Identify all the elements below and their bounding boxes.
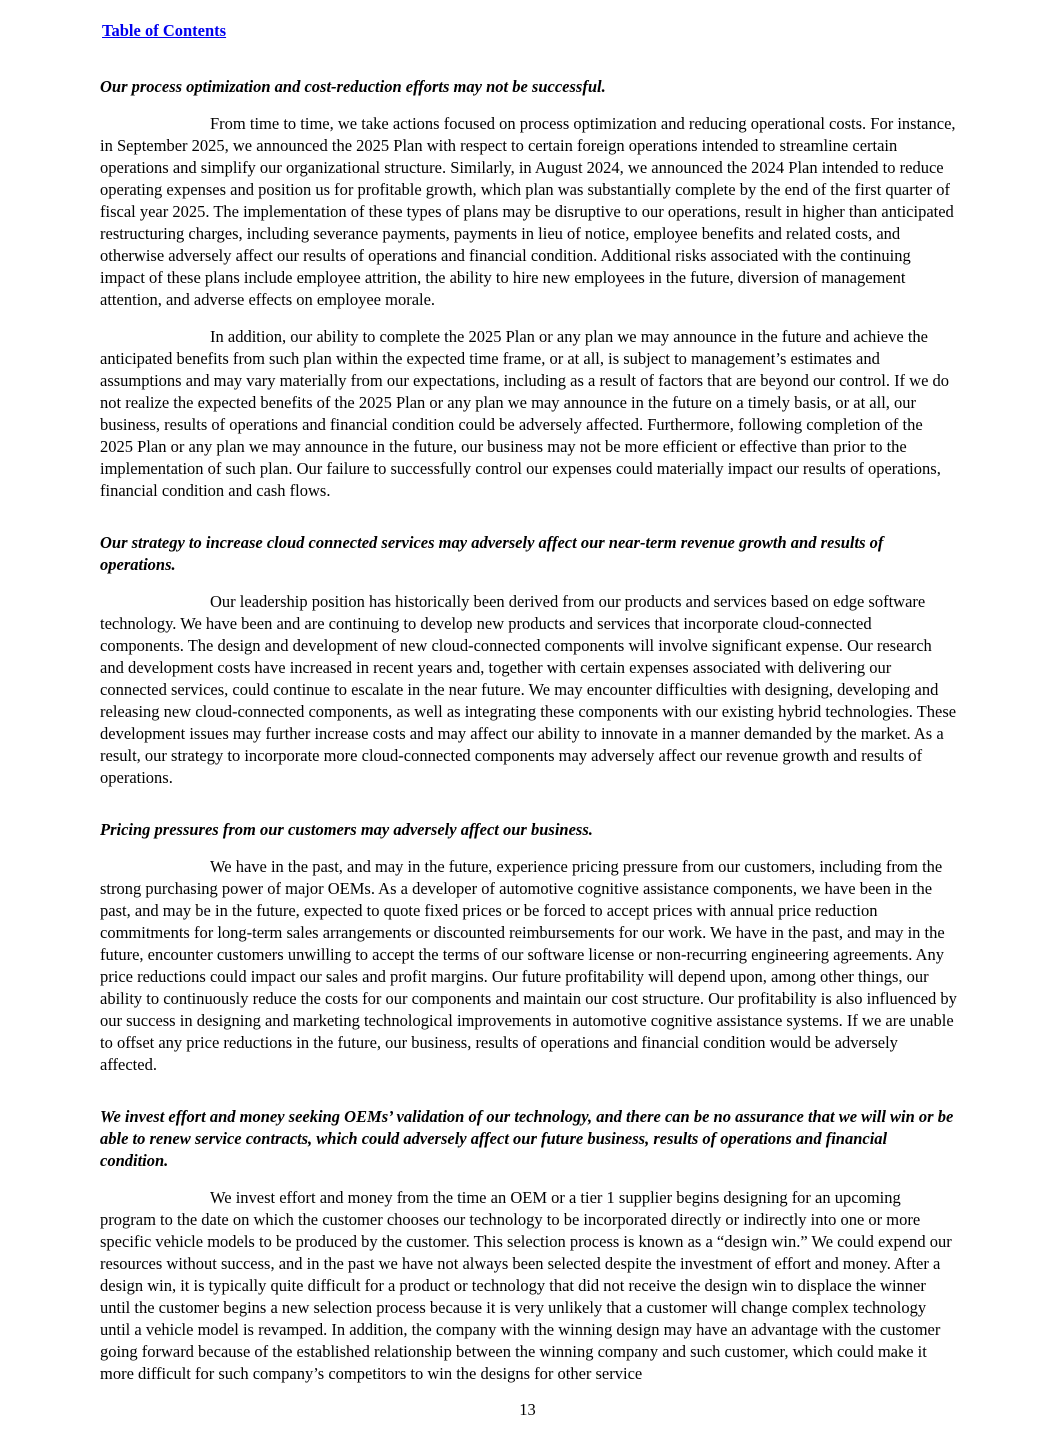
risk-paragraph: In addition, our ability to complete the 2025 Plan or any plan we may announce in the future and achieve the anticipated benefits from such plan within the expected time frame, or at all, is subject to management’s estimates and assumptions and may vary materially from our expectations, including as a result of factors that are beyond our control. If we do not realize the expected benefits of the 2025 Plan or any plan we may announce in the future on a timely basis, or at all, our business, results of operations and financial condition could be adversely affected. Furthermore, following completion of the 2025 Plan or any plan we may announce in the future, our business may not be more efficient or effective than prior to the implementation of such plan. Our failure to successfully control our expenses could materially impact our results of operations, financial condition and cash flows. (100, 327, 950, 500)
risk-paragraph: Our leadership position has historically been derived from our products and services based on edge software technology. We have been and are continuing to develop new products and services that incorporate cloud-connected components. The design and development of new cloud-connected components will involve significant expense. Our research and development costs have increased in recent years and, together with certain expenses associated with delivering our connected services, could continue to escalate in the near future. We may encounter difficulties with designing, developing and releasing new cloud-connected components, as well as integrating these components with our existing hybrid technologies. These development issues may further increase costs and may affect our ability to innovate in a manner demanded by the market. As a result, our strategy to incorporate more cloud-connected components may adversely affect our revenue growth and results of operations. (100, 592, 957, 787)
risk-paragraph: We invest effort and money from the time an OEM or a tier 1 supplier begins designing for an upcoming program to the date on which the customer chooses our technology to be incorporated directly or indirectly into one or more specific vehicle models to be produced by the customer. This selection process is known as a “design win.” We could expend our resources without success, and in the past we have not always been selected despite the investment of effort and money. After a design win, it is typically quite difficult for a product or technology that did not receive the design win to displace the winner until the customer begins a new selection process because it is very unlikely that a customer will change complex technology until a vehicle model is revamped. In addition, the company with the winning design may have an advantage with the customer going forward because of the established relationship between the winning company and such customer, which could make it more difficult for such company’s competitors to win the designs for other service (100, 1188, 952, 1383)
page-number: 13 (519, 1400, 536, 1419)
risk-paragraph: We have in the past, and may in the future, experience pricing pressure from our customers, including from the strong purchasing power of major OEMs. As a developer of automotive cognitive assistance components, we have been in the past, and may be in the future, expected to quote fixed prices or be forced to accept prices with annual price reduction commitments for long-term sales arrangements or discounted reimbursements for our work. We have in the past, and may in the future, encounter customers unwilling to accept the terms of our software license or non-recurring engineering agreements. Any price reductions could impact our sales and profit margins. Our future profitability will depend upon, among other things, our ability to continuously reduce the costs for our components and maintain our cost structure. Our profitability is also influenced by our success in designing and marketing technological improvements in automotive cognitive assistance systems. If we are unable to offset any price reductions in the future, our business, results of operations and financial condition would be adversely affected. (100, 857, 957, 1074)
table-of-contents-link[interactable]: Table of Contents (102, 21, 227, 40)
risk-paragraph: From time to time, we take actions focused on process optimization and reducing operational costs. For instance, in September 2025, we announced the 2025 Plan with respect to certain foreign operations intended to streamline certain operations and simplify our organizational structure. Similarly, in August 2024, we announced the 2024 Plan intended to reduce operating expenses and position us for profitable growth, which plan was substantially complete by the end of the first quarter of fiscal year 2025. The implementation of these types of plans may be disruptive to our operations, result in higher than anticipated restructuring charges, including severance payments, payments in lieu of notice, employee benefits and related costs, and otherwise adversely affect our results of operations and financial condition. Additional risks associated with the continuing impact of these plans include employee attrition, the ability to hire new employees in the future, diversion of management attention, and adverse effects on employee morale. (100, 114, 956, 309)
risk-heading-cloud-connected-services: Our strategy to increase cloud connected services may adversely affect our near-term revenue growth and results of operations. (100, 533, 884, 574)
page-footer (0, 1399, 1055, 1421)
risk-heading-oem-validation: We invest effort and money seeking OEMs’ validation of our technology, and there can be no assurance that we will win or be able to renew service contracts, which could adversely affect our future business, results of operations and financial condition. (100, 1107, 954, 1170)
toc-link-row (102, 20, 957, 42)
risk-heading-pricing-pressures: Pricing pressures from our customers may adversely affect our business. (100, 820, 593, 839)
risk-heading-process-optimization: Our process optimization and cost-reduction efforts may not be successful. (100, 77, 606, 96)
